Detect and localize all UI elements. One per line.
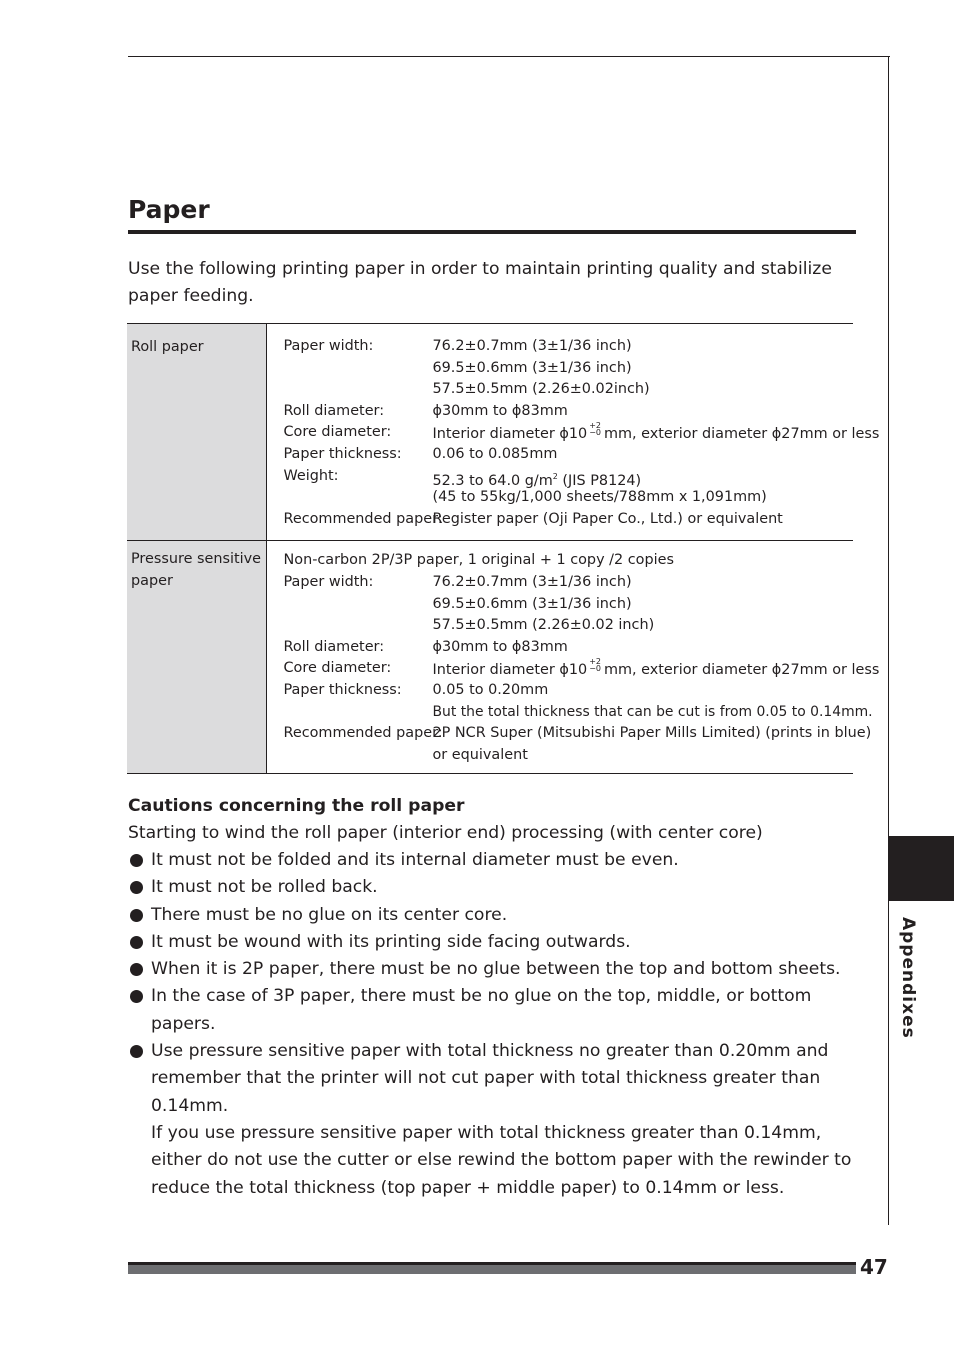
spec-value: 69.5±0.6mm (3±1/36 inch) xyxy=(432,359,632,376)
page-title: Paper xyxy=(128,195,210,224)
spec-label: Paper width: xyxy=(283,573,374,590)
section-tab-label: Appendixes xyxy=(898,917,918,1039)
spec-value: or equivalent xyxy=(432,746,528,763)
bullet-icon xyxy=(130,854,143,867)
bullet-icon xyxy=(130,1045,143,1058)
spec-label: Weight: xyxy=(283,467,339,484)
spec-label: Paper width: xyxy=(283,338,374,354)
core-interior: Interior diameter ϕ10 xyxy=(432,662,588,679)
list-item: When it is 2P paper, there must be no glue between the top and bottom sheets. xyxy=(128,956,858,983)
spec-label: Core diameter: xyxy=(283,424,392,441)
spec-value xyxy=(433,658,880,682)
bullet-icon xyxy=(130,909,143,922)
list-item: It must be wound with its printing side facing outwards. xyxy=(128,929,858,956)
core-exterior: mm, exterior diameter ϕ27mm or less xyxy=(603,426,880,443)
top-rule xyxy=(128,56,890,57)
cautions-list xyxy=(128,847,858,1202)
spec-value: (45 to 55kg/1,000 sheets/788mm x 1,091mm) xyxy=(432,489,767,506)
spec-value: 69.5±0.6mm (3±1/36 inch) xyxy=(432,595,632,612)
spec-label: Paper thickness: xyxy=(283,681,402,698)
list-item: There must be no glue on its center core. xyxy=(128,902,858,929)
roll-paper-row xyxy=(127,324,853,541)
spec-value: 57.5±0.5mm (2.26±0.02inch) xyxy=(432,381,650,398)
list-continuation: If you use pressure sensitive paper with total thickness greater than 0.14mm, either do not use the cutter or else rewind the bottom paper with the rewinder to reduce the total thickness (top paper + middle paper) to 0.14mm or less. xyxy=(151,1122,852,1198)
roll-paper-header: Roll paper xyxy=(127,324,266,541)
paper-spec-table xyxy=(127,323,880,774)
list-item: Use pressure sensitive paper with total thickness no greater than 0.20mm and remember that the printer will not cut paper with total thickness greater than 0.14mm. xyxy=(128,1038,858,1120)
section-tab-marker xyxy=(889,836,954,901)
bullet-icon xyxy=(130,881,143,894)
bullet-icon xyxy=(130,990,143,1003)
cautions-subheading: Starting to wind the roll paper (interior end) processing (with center core) xyxy=(128,823,763,843)
spec-label: Roll diameter: xyxy=(283,638,385,655)
spec-label: Recommended paper: xyxy=(283,510,443,527)
list-item: It must not be rolled back. xyxy=(128,874,858,901)
spec-value: 0.06 to 0.085mm xyxy=(432,445,558,462)
pressure-paper-row xyxy=(127,541,853,774)
list-item: It must not be folded and its internal diameter must be even. xyxy=(128,847,858,874)
intro-paragraph: Use the following printing paper in order to maintain printing quality and stabilize paper feeding. xyxy=(128,259,832,306)
spec-value: 76.2±0.7mm (3±1/36 inch) xyxy=(432,338,632,354)
spec-value: 2P NCR Super (Mitsubishi Paper Mills Limited) (prints in blue) xyxy=(432,725,872,742)
cautions-heading: Cautions concerning the roll paper xyxy=(128,796,465,816)
bullet-icon xyxy=(130,936,143,949)
footer-bar xyxy=(128,1262,856,1274)
spec-label: Roll diameter: xyxy=(283,402,385,419)
spec-value: 76.2±0.7mm (3±1/36 inch) xyxy=(432,573,632,590)
title-underline xyxy=(128,230,856,234)
spec-value xyxy=(433,422,880,446)
spec-value: Register paper (Oji Paper Co., Ltd.) or equivalent xyxy=(432,510,783,527)
roll-paper-spec xyxy=(266,324,880,541)
spec-label: Paper thickness: xyxy=(283,445,402,462)
spec-value: 57.5±0.5mm (2.26±0.02 inch) xyxy=(432,617,655,634)
pressure-paper-header: Pressure sensitive paper xyxy=(127,541,266,774)
page-number: 47 xyxy=(860,1255,888,1279)
spec-note: But the total thickness that can be cut is from 0.05 to 0.14mm. xyxy=(432,703,873,720)
spec-value: 0.05 to 0.20mm xyxy=(432,681,549,698)
spec-label: Recommended paper: xyxy=(283,725,443,742)
spec-value: ϕ30mm to ϕ83mm xyxy=(432,402,568,419)
spec-label: Core diameter: xyxy=(283,660,392,677)
spec-intro: Non-carbon 2P/3P paper, 1 original + 1 copy /2 copies xyxy=(283,552,674,569)
right-margin-rule xyxy=(888,56,889,1225)
tolerance: +2 −0 xyxy=(589,421,601,438)
spec-value: 52.3 to 64.0 $g/m^2$ (JIS P8124) xyxy=(432,471,642,489)
tolerance: +2 −0 xyxy=(589,657,601,674)
core-interior: Interior diameter ϕ10 xyxy=(432,426,588,443)
bullet-icon xyxy=(130,963,143,976)
list-item: In the case of 3P paper, there must be no glue on the top, middle, or bottom papers. xyxy=(128,983,858,1038)
spec-value: ϕ30mm to ϕ83mm xyxy=(432,638,568,655)
core-exterior: mm, exterior diameter ϕ27mm or less xyxy=(603,662,880,679)
pressure-paper-spec xyxy=(266,541,880,774)
